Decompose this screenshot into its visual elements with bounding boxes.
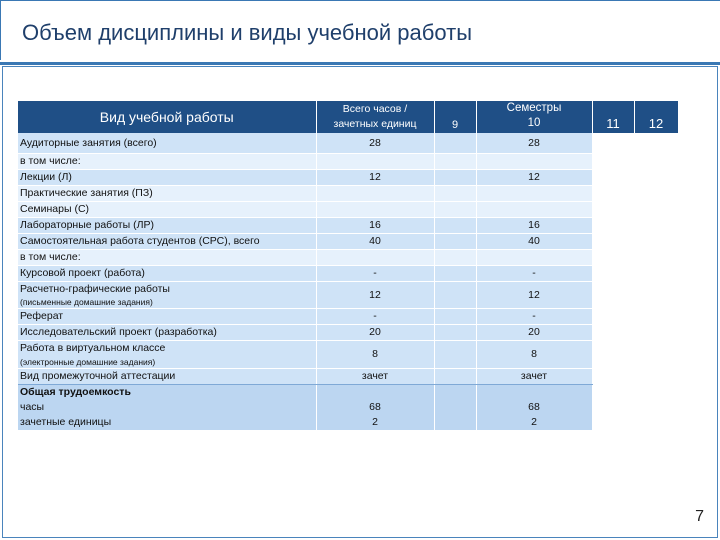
row-sem11 (592, 217, 634, 233)
row-sem10 (476, 249, 592, 265)
row-total (316, 185, 434, 201)
table-row (18, 324, 678, 340)
row-sem12 (634, 153, 678, 169)
table-row (18, 308, 678, 324)
row-sem11 (592, 133, 634, 153)
row-sem11 (592, 384, 634, 430)
row-total: 68 (369, 400, 381, 413)
row-sem11 (592, 201, 634, 217)
table-row (18, 217, 678, 233)
row-label: Работа в виртуальном классе (20, 341, 166, 354)
study-workload-table (18, 101, 679, 431)
row-label: Общая трудоемкость (20, 385, 131, 398)
row-label: Реферат (18, 308, 316, 324)
row-sem11 (592, 281, 634, 308)
row-sem9 (434, 249, 476, 265)
row-label: часы (20, 400, 45, 413)
row-total: - (316, 265, 434, 281)
row-sem11 (592, 265, 634, 281)
row-sem11 (592, 368, 634, 384)
row-sem10: 16 (476, 217, 592, 233)
header-semester-10 (476, 101, 592, 133)
table-row (18, 201, 678, 217)
table-row-total (18, 384, 678, 430)
row-total: 2 (372, 415, 378, 428)
row-sem12 (634, 249, 678, 265)
table-row (18, 340, 678, 368)
row-sem11 (592, 185, 634, 201)
row-total: 20 (316, 324, 434, 340)
row-label: в том числе: (18, 153, 316, 169)
header-semesters-label: Семестры (506, 102, 562, 114)
row-sem12 (634, 384, 678, 430)
row-sem12 (634, 308, 678, 324)
row-sem12 (634, 368, 678, 384)
row-sem10: 28 (476, 133, 592, 153)
header-semester-9: 9 (434, 101, 476, 133)
row-sem12 (634, 233, 678, 249)
row-total: 12 (316, 169, 434, 185)
row-sem12 (634, 201, 678, 217)
row-sem10: зачет (476, 368, 592, 384)
row-sem11 (592, 249, 634, 265)
total-labels (18, 384, 316, 430)
header-work-type: Вид учебной работы (18, 101, 316, 133)
page-number: 7 (695, 508, 704, 525)
table-row (18, 265, 678, 281)
row-label: Лабораторные работы (ЛР) (18, 217, 316, 233)
row-sem12 (634, 324, 678, 340)
row-total: 8 (316, 340, 434, 368)
row-sem10 (476, 185, 592, 201)
header-total-hours (316, 101, 434, 133)
row-sem10: 12 (476, 281, 592, 308)
row-sem11 (592, 308, 634, 324)
row-sem9 (434, 281, 476, 308)
table-row (18, 281, 678, 308)
row-total: 28 (316, 133, 434, 153)
row-note: (письменные домашние задания) (20, 296, 153, 307)
row-sem12 (634, 185, 678, 201)
row-sem12 (634, 217, 678, 233)
row-sem12 (634, 340, 678, 368)
row-sem9 (434, 153, 476, 169)
row-sem11 (592, 324, 634, 340)
header-total-hours-line1: Всего часов / (342, 103, 408, 115)
row-sem9 (434, 185, 476, 201)
row-sem10: 2 (531, 415, 537, 428)
row-sem11 (592, 340, 634, 368)
table-header-row (18, 101, 678, 133)
slide-title: Объем дисциплины и виды учебной работы (22, 20, 473, 45)
row-sem9 (434, 308, 476, 324)
row-sem11 (592, 233, 634, 249)
row-sem10: 12 (476, 169, 592, 185)
header-semester-10-number: 10 (527, 117, 541, 129)
row-sem9 (434, 133, 476, 153)
top-frame-line (0, 0, 720, 1)
header-semester-11: 11 (592, 101, 634, 133)
row-sem9 (434, 201, 476, 217)
side-frame-line (0, 0, 1, 60)
total-sem10-values (476, 384, 592, 430)
header-total-hours-line2: зачетных единиц (333, 118, 417, 130)
row-sem9 (434, 340, 476, 368)
row-label: зачетные единицы (20, 415, 112, 428)
row-sem12 (634, 133, 678, 153)
row-sem9 (434, 217, 476, 233)
row-sem10: 40 (476, 233, 592, 249)
title-divider (0, 62, 720, 65)
row-label: Исследовательский проект (разработка) (18, 324, 316, 340)
row-sem12 (634, 281, 678, 308)
row-sem11 (592, 169, 634, 185)
row-sem10: 8 (476, 340, 592, 368)
row-total (316, 153, 434, 169)
row-label-block (18, 281, 316, 308)
table-row (18, 233, 678, 249)
header-semester-12: 12 (634, 101, 678, 133)
row-label: Практические занятия (ПЗ) (18, 185, 316, 201)
row-total (316, 201, 434, 217)
row-sem10: 20 (476, 324, 592, 340)
row-sem9 (434, 384, 476, 430)
row-total: зачет (316, 368, 434, 384)
table-row (18, 153, 678, 169)
row-sem10 (476, 153, 592, 169)
row-total: - (316, 308, 434, 324)
row-label: Вид промежуточной аттестации (18, 368, 316, 384)
table-row (18, 169, 678, 185)
row-sem11 (592, 153, 634, 169)
table-row (18, 185, 678, 201)
row-sem9 (434, 324, 476, 340)
row-total: 40 (316, 233, 434, 249)
row-sem12 (634, 169, 678, 185)
row-sem9 (434, 169, 476, 185)
row-label-block (18, 340, 316, 368)
row-sem12 (634, 265, 678, 281)
row-sem9 (434, 233, 476, 249)
row-label: Лекции (Л) (18, 169, 316, 185)
row-sem10: 68 (528, 400, 540, 413)
row-total: 12 (316, 281, 434, 308)
row-label: Самостоятельная работа студентов (СРС), всего (18, 233, 316, 249)
row-sem10: - (476, 308, 592, 324)
row-label: Курсовой проект (работа) (18, 265, 316, 281)
row-total (316, 249, 434, 265)
row-label: в том числе: (18, 249, 316, 265)
table-row (18, 249, 678, 265)
row-label: Расчетно-графические работы (20, 282, 170, 295)
table-row (18, 133, 678, 153)
row-total: 16 (316, 217, 434, 233)
row-sem10: - (476, 265, 592, 281)
row-note: (электронные домашние задания) (20, 356, 156, 367)
row-label: Аудиторные занятия (всего) (18, 133, 316, 153)
row-sem9 (434, 368, 476, 384)
total-values (316, 384, 434, 430)
row-sem10 (476, 201, 592, 217)
row-label: Семинары (С) (18, 201, 316, 217)
row-sem9 (434, 265, 476, 281)
table-row (18, 368, 678, 384)
